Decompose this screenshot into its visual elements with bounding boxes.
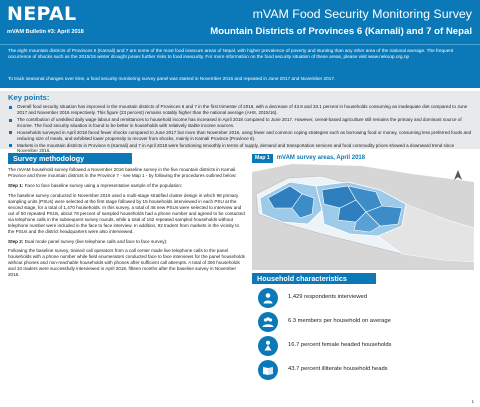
country-name: NEPAL	[7, 3, 77, 25]
baseline-description: The baseline survey conducted in November 2016 used a multi-stage stratified cluster design in which 98 primary sampling units (PSUs) were selected at the first stage followed by 15 households interviewed in each PSU at the second stage, for a total of 1,470 households. In this survey, a total of 48 new PSUs were selected to interview and out of 50 repeated PSUs, about 78 percent of sampled households had a phone number and agreed to be contacted via telephone calls in the subsequent survey rounds, while a total of 152 repeated sampled households without telephone number were included in the face to face interview. In addition, 92 traders from markets in the vicinity to the PSUs and the district headquarters were also interviewed.	[8, 192, 245, 234]
panel-description: Following the baseline survey, trained call operators from a call center made live telephone calls to the panel households with a phone number while field enumerators conducted face to face interviews for the panel households without phones and non-reachable households with phones after sufficient call attempts. A total of 300 households and 34 traders were successfully interviewed in April 2018, fifteen months after the baseline survey in November 2016.	[8, 248, 245, 278]
step-2	[8, 239, 246, 245]
household-stat-text: 43.7 percent illiterate household heads	[288, 366, 388, 372]
methodology-intro: The mVAM household survey followed a November 2016 baseline survey in the five mountain districts in Karnali Province and three mountain districts in the Province 7 - see Map 1 - by following the procedures outlined below:	[8, 167, 237, 178]
book-icon	[258, 360, 278, 380]
household-stat	[252, 288, 474, 310]
survey-methodology-heading: Survey methodology	[8, 153, 132, 164]
bulletin-number: mVAM Bulletin #3: April 2018	[7, 29, 84, 35]
key-point-item: Households surveyed in April 2018 faced fewer shocks compared to June 2017 but more than November 2016, using fewer and common coping strategies such as borrowing food or money, consuming less preferred foods and reducing size of meals, and exhibited lower propensity to recover from shocks, mainly in Karnali Province (Province 6).	[8, 130, 474, 141]
intro-paragraph: The eight mountain districts of Provinces 6 (Karnali) and 7 are some of the most food insecure areas of Nepal, with higher prevalence of poverty and stunting than any other area of the national average. The frequent occurrence of shocks such as the 2015/16 winter drought poses further risks to food insecurity. For more information on the food security situation of these areas, please visit www.nekoop.org.np	[8, 48, 454, 60]
key-points-list	[8, 104, 474, 156]
step-1-text: Face to face baseline survey using a representative sample of the population:	[23, 182, 183, 188]
map-label	[252, 153, 365, 163]
user-icon	[258, 288, 278, 308]
key-points-title: Key points:	[8, 93, 50, 102]
map-tag: Map 1	[252, 154, 273, 163]
household-characteristics-heading: Household characteristics	[252, 273, 376, 284]
key-point-item: Markets in the mountain districts in Province 6 (Karnali) and 7 in April 2018 were functioning smoothly in terms of supply, demand and transportation services and food commodity prices showed a downward trend since November 2016.	[8, 143, 474, 154]
household-stat	[252, 336, 474, 358]
report-title: mVAM Food Security Monitoring Survey	[252, 7, 472, 21]
step-1	[8, 183, 246, 189]
step-2-label: Step 2:	[8, 238, 24, 244]
household-stat-text: 16.7 percent female headed households	[288, 342, 392, 348]
key-point-item: Overall food security situation has improved in the mountain districts of Provinces 6 and 7 in the first trimester of 2018, with a decrease of 43.8 and 33.1 percent in households consuming an inadequate diet compared to June 2017 and November 2016 respectively. This figure (23 percent) remains notably higher than the national average (AHS, 2015/16).	[8, 104, 474, 115]
key-point-item: The contribution of unskilled daily wage labour and remittances to household income has increased in April 2018 compared to June 2017. However, cereal-based agriculture still remains the primary and dominant source of income. The food security situation is found to be better in households with relatively stable income sources.	[8, 117, 474, 128]
step-1-label: Step 1:	[8, 182, 24, 188]
female-icon	[258, 336, 278, 356]
survey-methodology-body	[8, 167, 246, 282]
household-stat	[252, 360, 474, 382]
survey-area-map	[252, 164, 474, 270]
household-stat-text: 1,429 respondents interviewed	[288, 294, 367, 300]
map-section	[252, 152, 474, 270]
household-stat-text: 6.3 members per household on average	[288, 318, 391, 324]
map-caption: mVAM survey areas, April 2018	[276, 155, 366, 161]
household-stat	[252, 312, 474, 334]
step-2-text: Dual mode panel survey (live telephone calls and face to face survey):	[23, 238, 168, 244]
report-subtitle: Mountain Districts of Provinces 6 (Karnali) and 7 of Nepal	[210, 26, 472, 37]
key-points-box	[0, 91, 480, 154]
intro-paragraph-tracking: To track seasonal changes over time, a food security monitoring survey panel was started in November 2016 and repeated in June 2017 and November 2017.	[8, 76, 336, 81]
header-banner	[0, 0, 480, 44]
intro-band	[0, 44, 480, 88]
page-number: 1	[471, 399, 474, 404]
group-icon	[258, 312, 278, 332]
